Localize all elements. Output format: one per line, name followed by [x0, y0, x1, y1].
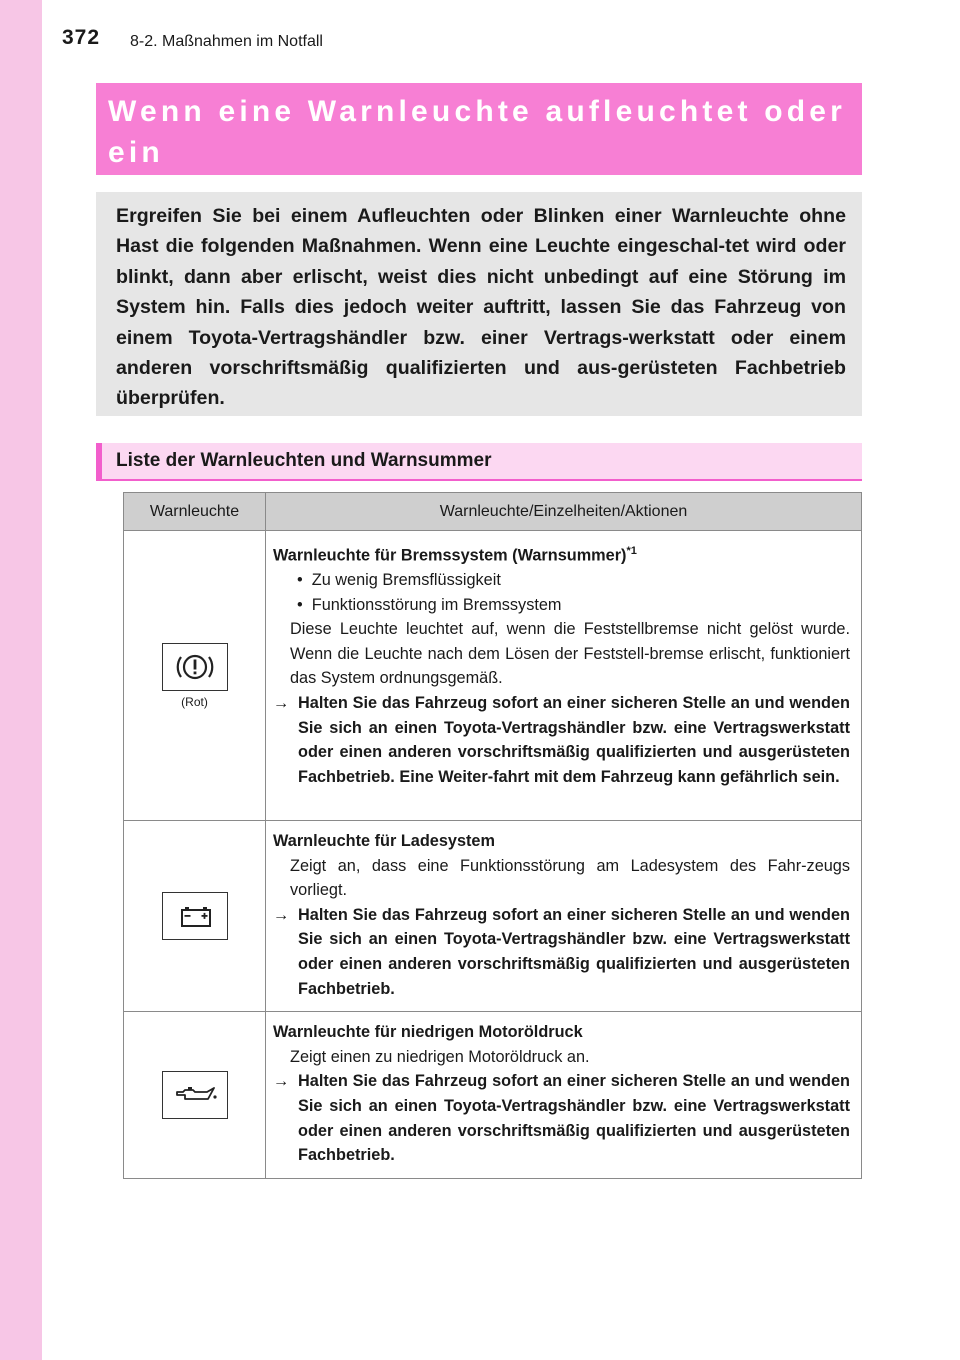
- action-text: → Halten Sie das Fahrzeug sofort an einer sicheren Stelle an und wenden Sie sich an einen Toyota-Vertragshändler bzw. eine Vertragswerkstatt oder einen anderen vorschriftsmäßig qualifizierten und ausgerüsteten Fachbetrieb. Eine Weiter-fahrt mit dem Fahrzeug kann gefährlich sein.: [273, 691, 850, 789]
- icon-color-label: (Rot): [181, 694, 208, 709]
- section-path: 8-2. Maßnahmen im Notfall: [130, 33, 323, 50]
- warning-heading: Warnleuchte für Bremssystem (Warnsummer)$^{*1}$: [273, 545, 637, 565]
- column-header-description: Warnleuchte/Einzelheiten/Aktionen: [266, 493, 862, 531]
- intro-box: [96, 192, 862, 416]
- side-stripe: [0, 0, 42, 1360]
- arrow-icon: →: [273, 693, 290, 712]
- oil-pressure-icon: [162, 1071, 228, 1119]
- table-row: [124, 1012, 862, 1179]
- intro-text: Ergreifen Sie bei einem Aufleuchten oder Blinken einer Warnleuchte ohne Hast die folgenden Maßnahmen. Wenn eine Leuchte eingeschal-tet wird oder blinkt, dann aber erlischt, weist dies nicht unbedingt auf eine Störung im System hin. Falls dies jedoch weiter auftritt, lassen Sie das Fahrzeug von einem Toyota-Vertragshändler bzw. einer Vertrags-werkstatt oder einem anderen vorschriftsmäßig qualifizierten und aus-gerüsteten Fachbetrieb überprüfen.: [116, 205, 846, 410]
- description-cell: [266, 531, 862, 821]
- bullet-item: • Funktionsstörung im Bremssystem: [297, 595, 562, 614]
- brake-warning-icon: [162, 643, 228, 691]
- battery-icon: [162, 892, 228, 940]
- subheading-rule: [96, 479, 862, 481]
- description-cell: [266, 1012, 862, 1179]
- icon-cell: [124, 1012, 266, 1179]
- warning-heading: Warnleuchte für Ladesystem: [273, 832, 495, 850]
- description-cell: [266, 821, 862, 1012]
- icon-cell: [124, 821, 266, 1012]
- description-text: Diese Leuchte leuchtet auf, wenn die Feststellbremse nicht gelöst wurde. Wenn die Leuchte nach dem Lösen der Feststell-bremse erlischt, funktioniert das System ordnungsgemäß.: [290, 620, 850, 688]
- arrow-icon: →: [273, 1072, 290, 1091]
- arrow-icon: →: [273, 905, 290, 924]
- page-number: 372: [62, 26, 101, 49]
- description-text: Zeigt an, dass eine Funktionsstörung am Ladesystem des Fahr-zeugs vorliegt.: [290, 856, 850, 900]
- footnote-marker: *1: [626, 545, 637, 557]
- icon-cell: [124, 531, 266, 821]
- table-header-row: [124, 493, 862, 531]
- column-header-icon: Warnleuchte: [124, 493, 266, 531]
- title-box: [96, 83, 862, 175]
- table-row: [124, 531, 862, 821]
- page-title-line-1: Wenn eine Warnleuchte aufleuchtet oder ein: [108, 95, 847, 169]
- warning-heading: Warnleuchte für niedrigen Motoröldruck: [273, 1023, 583, 1042]
- action-text: → Halten Sie das Fahrzeug sofort an einer sicheren Stelle an und wenden Sie sich an einen Toyota-Vertragshändler bzw. eine Vertragswerkstatt oder einen anderen vorschriftsmäßig qualifizierten und ausgerüsteten Fachbetrieb.: [273, 903, 850, 1001]
- section-subheading: Liste der Warnleuchten und Warnsummer: [96, 443, 862, 479]
- description-text: Zeigt einen zu niedrigen Motoröldruck an.: [290, 1047, 590, 1066]
- table-row: [124, 821, 862, 1012]
- bullet-item: • Zu wenig Bremsflüssigkeit: [297, 571, 501, 590]
- warning-light-table: [123, 492, 862, 1179]
- action-text: → Halten Sie das Fahrzeug sofort an einer sicheren Stelle an und wenden Sie sich an einen Toyota-Vertragshändler bzw. eine Vertragswerkstatt oder einen anderen vorschriftsmäßig qualifizierten und ausgerüsteten Fachbetrieb.: [273, 1069, 850, 1167]
